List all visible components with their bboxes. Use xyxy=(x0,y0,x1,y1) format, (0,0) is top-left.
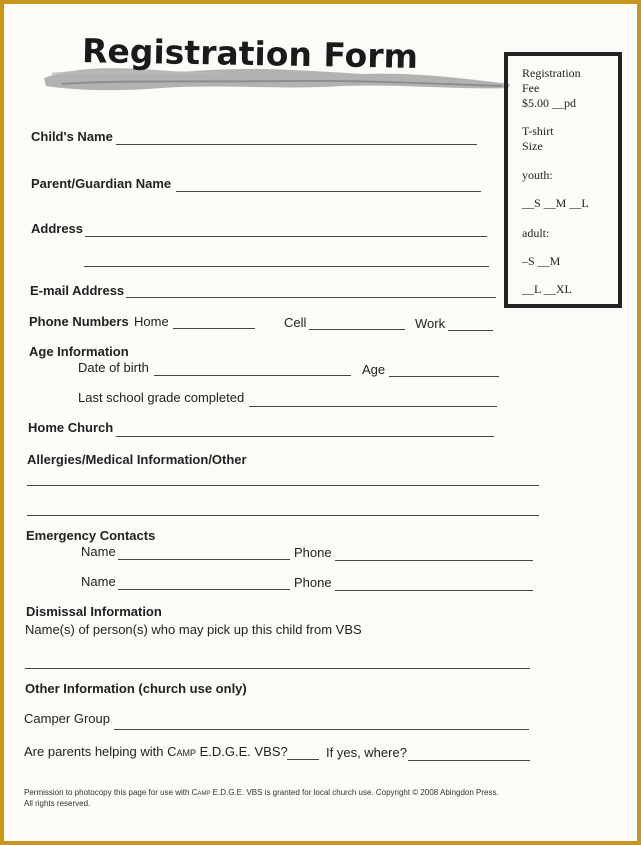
dismissal-subtitle: Name(s) of person(s) who may pick up this child from VBS xyxy=(25,622,362,637)
footer-text-b: E.D.G.E. VBS is granted for local church use. Copyright © 2008 Abingdon Press. xyxy=(210,788,499,797)
if-yes-where-label: If yes, where? xyxy=(326,745,407,760)
youth-label: youth: xyxy=(522,168,553,182)
email-label: E-mail Address xyxy=(30,283,125,298)
home-church-label: Home Church xyxy=(28,420,114,435)
emergency-name-1-field[interactable] xyxy=(118,559,290,560)
adult-label: adult: xyxy=(522,226,550,240)
age-information-heading: Age Information xyxy=(29,344,129,359)
address-label: Address xyxy=(31,221,84,236)
form-title: Registration Form xyxy=(81,31,419,76)
dismissal-field[interactable] xyxy=(25,668,530,669)
home-church-field[interactable] xyxy=(116,436,494,437)
date-of-birth-field[interactable] xyxy=(154,375,351,376)
parent-name-label: Parent/Guardian Name xyxy=(31,176,172,191)
adult-sizes-row-2[interactable]: __L __XL xyxy=(522,282,572,296)
adult-sizes-row-1[interactable]: –S __M xyxy=(522,254,561,268)
grade-label: Last school grade completed xyxy=(78,390,245,405)
emergency-name-2-label: Name xyxy=(81,574,116,589)
allergies-field-line-2[interactable] xyxy=(27,515,539,516)
tshirt-label: T-shirt xyxy=(522,124,554,138)
parents-helping-label xyxy=(24,744,288,759)
phone-home-label: Home xyxy=(134,314,169,329)
allergies-label: Allergies/Medical Information/Other xyxy=(27,452,247,467)
grade-field[interactable] xyxy=(249,406,497,407)
childs-name-field[interactable] xyxy=(116,144,477,145)
youth-sizes[interactable]: __S __M __L xyxy=(522,196,589,210)
emergency-phone-2-field[interactable] xyxy=(335,590,533,591)
phone-work-label: Work xyxy=(415,316,446,331)
emergency-contacts-heading: Emergency Contacts xyxy=(26,528,156,543)
emergency-phone-1-field[interactable] xyxy=(335,560,533,561)
phone-cell-label: Cell xyxy=(284,315,307,330)
registration-form-page xyxy=(4,4,637,841)
parents-helping-camp: Camp xyxy=(167,744,196,759)
childs-name-label: Child's Name xyxy=(31,129,113,144)
if-yes-where-field[interactable] xyxy=(408,760,530,761)
dismissal-heading: Dismissal Information xyxy=(26,604,162,619)
emergency-name-1-label: Name xyxy=(81,544,116,559)
parents-helping-field[interactable] xyxy=(287,759,319,760)
registration-fee-box xyxy=(504,52,622,308)
emergency-phone-1-label: Phone xyxy=(294,545,332,560)
email-field[interactable] xyxy=(126,297,496,298)
phone-work-field[interactable] xyxy=(448,330,493,331)
phone-home-field[interactable] xyxy=(173,328,255,329)
camper-group-field[interactable] xyxy=(114,729,529,730)
copyright-footer xyxy=(24,787,544,809)
phone-numbers-label: Phone Numbers xyxy=(29,314,129,329)
phone-cell-field[interactable] xyxy=(309,329,405,330)
footer-camp: Camp xyxy=(191,788,211,797)
address-field-line-1[interactable] xyxy=(85,236,487,237)
parents-helping-text-b: E.D.G.E. VBS? xyxy=(196,744,288,759)
size-label: Size xyxy=(522,139,543,153)
footer-text-a: Permission to photocopy this page for use with xyxy=(24,788,192,797)
emergency-phone-2-label: Phone xyxy=(294,575,332,590)
fee-label: Registration xyxy=(522,66,581,80)
fee-amount: $5.00 __pd xyxy=(522,96,576,110)
parents-helping-text-a: Are parents helping with xyxy=(24,744,168,759)
other-information-heading: Other Information (church use only) xyxy=(25,681,247,696)
footer-line-1 xyxy=(24,787,544,798)
age-field[interactable] xyxy=(389,376,499,377)
emergency-name-2-field[interactable] xyxy=(118,589,290,590)
fee-label-2: Fee xyxy=(522,81,540,95)
address-field-line-2[interactable] xyxy=(84,266,489,267)
age-label: Age xyxy=(362,362,386,377)
camper-group-label: Camper Group xyxy=(24,711,110,726)
allergies-field-line-1[interactable] xyxy=(27,485,539,486)
footer-line-2: All rights reserved. xyxy=(24,799,91,808)
date-of-birth-label: Date of birth xyxy=(78,360,149,375)
parent-name-field[interactable] xyxy=(176,191,481,192)
